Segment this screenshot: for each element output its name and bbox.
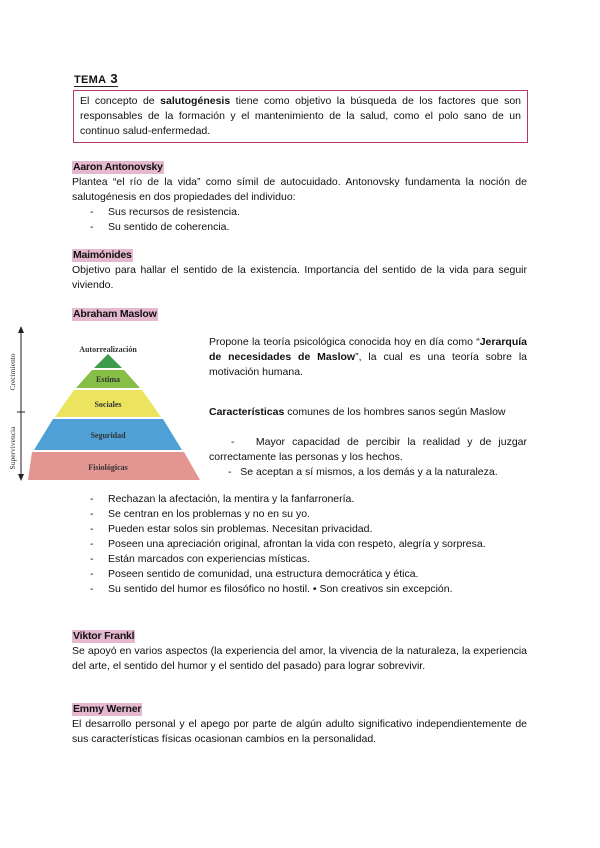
intro-text-after: tiene como objetivo la búsqueda de los factores que son responsables de la formación y el mantenimiento de la salud, como el polo sano de un continuo salud-enfermedad. bbox=[80, 95, 521, 137]
section-heading: Aaron Antonovsky bbox=[73, 161, 163, 173]
axis-label-bottom: Supervivencia bbox=[8, 426, 17, 470]
section-maslow-heading-wrap bbox=[72, 304, 158, 322]
list-item: - Se centran en los problemas y no en su yo. bbox=[72, 507, 542, 522]
intro-bold-term: salutogénesis bbox=[160, 95, 231, 107]
section-text: Plantea “el río de la vida” como símil de autocuidado. Antonovsky fundamenta la noción de salutogénesis en dos propiedades del individuo: bbox=[72, 176, 527, 203]
definition-box bbox=[73, 90, 528, 143]
section-antonovsky bbox=[72, 157, 527, 235]
section-heading: Viktor Frankl bbox=[73, 630, 135, 642]
section-text: Objetivo para hallar el sentido de la existencia. Importancia del sentido de la vida para seguir viviendo. bbox=[72, 264, 527, 291]
maslow-item-second bbox=[228, 465, 528, 480]
list-item: - Poseen una apreciación original, afrontan la vida con respeto, alegría y sorpresa. bbox=[72, 537, 542, 552]
section-text: Se apoyó en varios aspectos (la experiencia del amor, la vivencia de la naturaleza, la experiencia del arte, el sentido del humor y el sentido del pasado) para lograr sobrevivir. bbox=[72, 645, 527, 672]
list-item: Mayor capacidad de percibir la realidad y de juzgar correctamente las personas y los hechos. bbox=[209, 436, 527, 463]
pyramid-label: Sociales bbox=[94, 400, 122, 409]
list-dash: - bbox=[228, 466, 241, 478]
section-maimonides bbox=[72, 245, 527, 293]
list-item: - Sus recursos de resistencia. bbox=[72, 205, 527, 220]
axis-label-top: Crecimiento bbox=[8, 353, 17, 391]
list-item: - Su sentido de coherencia. bbox=[72, 220, 527, 235]
maslow-characteristics-list bbox=[72, 492, 542, 597]
list-item: - Su sentido del humor es filosófico no hostil. • Son creativos sin excepción. bbox=[72, 582, 542, 597]
pyramid-label: Estima bbox=[96, 375, 120, 384]
maslow-pyramid-figure bbox=[4, 324, 204, 482]
pyramid-label: Fisiológicas bbox=[88, 463, 128, 472]
list-item: Se aceptan a sí mismos, a los demás y a la naturaleza. bbox=[240, 466, 498, 478]
intro-text-before: El concepto de bbox=[80, 95, 161, 107]
property-list bbox=[72, 205, 527, 235]
list-dash: - bbox=[231, 436, 256, 448]
list-item: - Pueden estar solos sin problemas. Necesitan privacidad. bbox=[72, 522, 542, 537]
list-item: - Rechazan la afectación, la mentira y la fanfarronería. bbox=[72, 492, 542, 507]
topic-label: TEMA bbox=[74, 74, 107, 86]
maslow-intro-after: ”, la cual es una teoría sobre la motivación humana. bbox=[209, 351, 528, 378]
list-item: - Están marcados con experiencias místicas. bbox=[72, 552, 542, 567]
maslow-intro-bold: Jerarquía de necesidades de Maslow bbox=[209, 336, 527, 363]
list-item: - Poseen sentido de comunidad, una estructura democrática y ética. bbox=[72, 567, 542, 582]
section-text: El desarrollo personal y el apego por parte de algún adulto significativo independientemente de sus características físicas ocasionan cambios en la personalidad. bbox=[72, 718, 527, 745]
topic-underline bbox=[74, 86, 118, 87]
topic-title bbox=[74, 71, 118, 86]
maslow-characteristics-title bbox=[209, 405, 527, 420]
topic-number: 3 bbox=[110, 71, 118, 86]
maslow-intro bbox=[209, 335, 527, 380]
characteristics-rest: comunes de los hombres sanos según Maslow bbox=[284, 406, 506, 418]
characteristics-bold: Características bbox=[209, 406, 285, 418]
maslow-item-first bbox=[209, 435, 527, 465]
section-heading: Abraham Maslow bbox=[73, 308, 157, 320]
section-werner bbox=[72, 699, 527, 747]
pyramid-label: Autorrealización bbox=[79, 345, 137, 354]
section-heading: Maimónides bbox=[73, 249, 132, 261]
section-heading: Emmy Werner bbox=[73, 703, 142, 715]
maslow-intro-before: Propone la teoría psicológica conocida hoy en día como “ bbox=[209, 336, 480, 348]
pyramid-label: Seguridad bbox=[90, 431, 126, 440]
section-frankl bbox=[72, 626, 527, 674]
